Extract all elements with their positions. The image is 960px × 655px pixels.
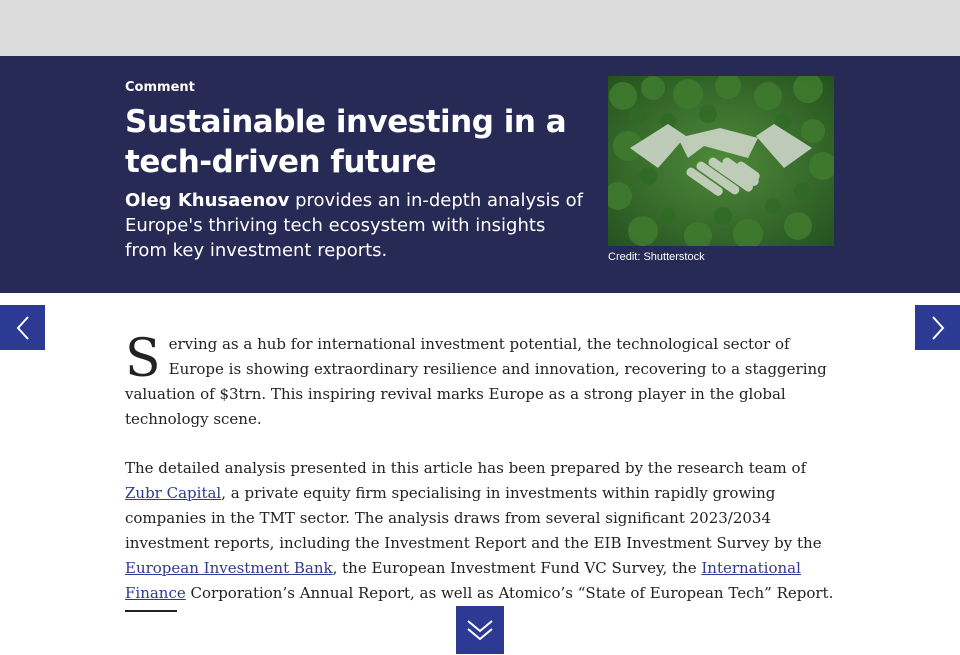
link-international-finance[interactable]: International Finance: [125, 559, 801, 602]
hero-image: [608, 76, 834, 246]
link-european-investment-bank[interactable]: European Investment Bank: [125, 559, 333, 577]
previous-article-button[interactable]: [0, 305, 45, 350]
article-standfirst: [125, 188, 585, 263]
paragraph-text: , the European Investment Fund VC Survey, the: [332, 559, 702, 577]
article-category[interactable]: Comment: [125, 80, 195, 95]
article-hero: [0, 56, 960, 293]
handshake-forest-illustration: [608, 76, 834, 246]
paragraph-text: , a private equity firm specialising in investments within rapidly growing companies in the TMT sector. The analysis draws from several significant 2023/2034 investment reports, including the Investment Report and the EIB Investment Survey by the: [125, 484, 822, 552]
paragraph-text: The detailed analysis presented in this article has been prepared by the research team of: [125, 459, 807, 477]
chevron-left-icon: [13, 314, 33, 342]
article-paragraph-1: [125, 329, 837, 432]
next-article-button[interactable]: [915, 305, 960, 350]
chevron-right-icon: [928, 314, 948, 342]
top-bar: [0, 0, 960, 56]
scroll-down-button[interactable]: [456, 606, 504, 654]
article-body: [125, 329, 837, 630]
article-title: Sustainable investing in a tech-driven future: [125, 104, 567, 180]
image-credit: Credit: Shutterstock: [608, 251, 705, 263]
paragraph-text: erving as a hub for international investment potential, the technological sector of Europe is showing extraordinary resilience and innovation, recovering to a staggering valuation of $3trn. This inspiring revival marks Europe as a strong player in the global technology scene.: [125, 335, 827, 428]
drop-cap: S: [125, 329, 161, 389]
article-paragraph-2: [125, 456, 837, 606]
double-chevron-down-icon: [465, 617, 495, 643]
section-divider: [125, 610, 177, 612]
author-name[interactable]: Oleg Khusaenov: [125, 190, 290, 211]
standfirst-text: provides an in-depth analysis of Europe's thriving tech ecosystem with insights from key investment reports.: [125, 190, 583, 261]
link-zubr-capital[interactable]: Zubr Capital: [125, 484, 222, 502]
paragraph-text: Corporation’s Annual Report, as well as Atomico’s “State of European Tech” Report.: [185, 584, 834, 602]
